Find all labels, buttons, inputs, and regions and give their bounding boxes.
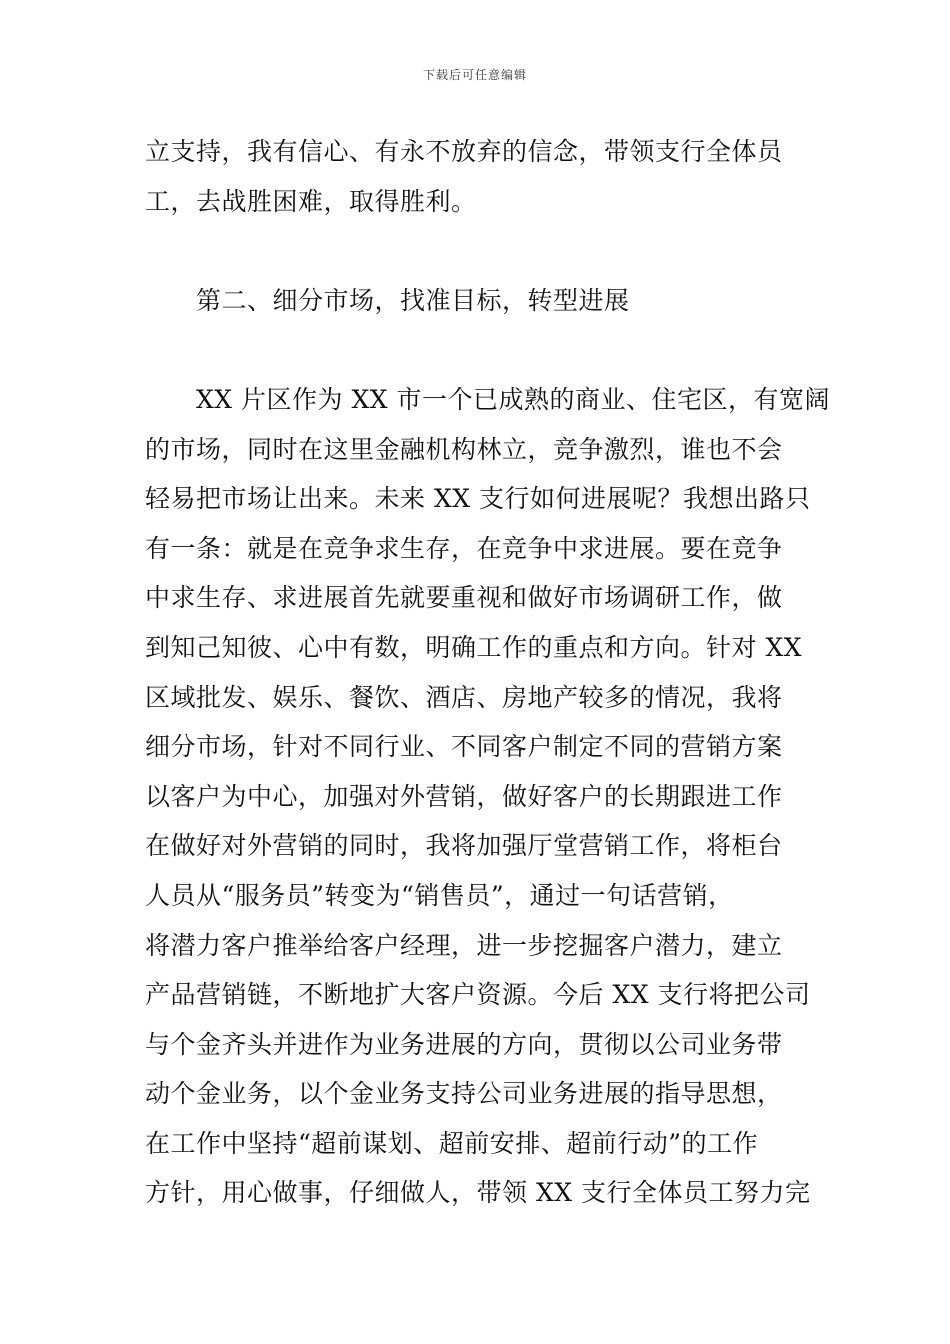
section-heading: 第二、细分市场，找准目标，转型进展 xyxy=(196,285,630,315)
text-line: 工，去战胜困难，取得胜利。 xyxy=(145,186,477,216)
text-line: 动个金业务，以个金业务支持公司业务进展的指导思想， xyxy=(145,1079,783,1109)
text-line: 产品营销链，不断地扩大客户资源。今后 XX 支行将把公司 xyxy=(145,980,811,1010)
text-line: 在工作中坚持“超前谋划、超前安排、超前行动”的工作 xyxy=(145,1128,759,1158)
text-line: 人员从“服务员”转变为“销售员”，通过一句话营销， xyxy=(145,880,734,910)
text-line: 轻易把市场让出来。未来 XX 支行如何进展呢？我想出路只 xyxy=(145,484,811,514)
text-line: 方针，用心做事，仔细做人，带领 XX 支行全体员工努力完 xyxy=(145,1178,811,1208)
page-header: 下载后可任意编辑 xyxy=(422,68,527,82)
document-body xyxy=(145,127,831,1218)
text-line: 将潜力客户推举给客户经理，进一步挖掘客户潜力，建立 xyxy=(145,930,783,960)
text-line: 以客户为中心，加强对外营销，做好客户的长期跟进工作 xyxy=(145,781,783,811)
blank-line xyxy=(145,226,810,276)
blank-line xyxy=(145,325,810,375)
text-line: 有一条：就是在竞争求生存，在竞争中求进展。要在竞争 xyxy=(145,533,783,563)
text-line: 的市场，同时在这里金融机构林立，竞争激烈，谁也不会 xyxy=(145,434,783,464)
paragraph-first-line: XX 片区作为 XX 市一个已成熟的商业、住宅区，有宽阔 xyxy=(196,384,831,414)
text-line: 中求生存、求进展首先就要重视和做好市场调研工作，做 xyxy=(145,583,783,613)
text-line: 区域批发、娱乐、餐饮、酒店、房地产较多的情况，我将 xyxy=(145,682,783,712)
text-line: 立支持，我有信心、有永不放弃的信念，带领支行全体员 xyxy=(145,137,783,166)
text-line: 在做好对外营销的同时，我将加强厅堂营销工作，将柜台 xyxy=(145,831,783,861)
text-line: 与个金齐头并进作为业务进展的方向，贯彻以公司业务带 xyxy=(145,1029,783,1059)
text-line: 细分市场，针对不同行业、不同客户制定不同的营销方案 xyxy=(145,732,783,762)
text-line: 到知己知彼、心中有数，明确工作的重点和方向。针对 XX xyxy=(145,632,803,662)
